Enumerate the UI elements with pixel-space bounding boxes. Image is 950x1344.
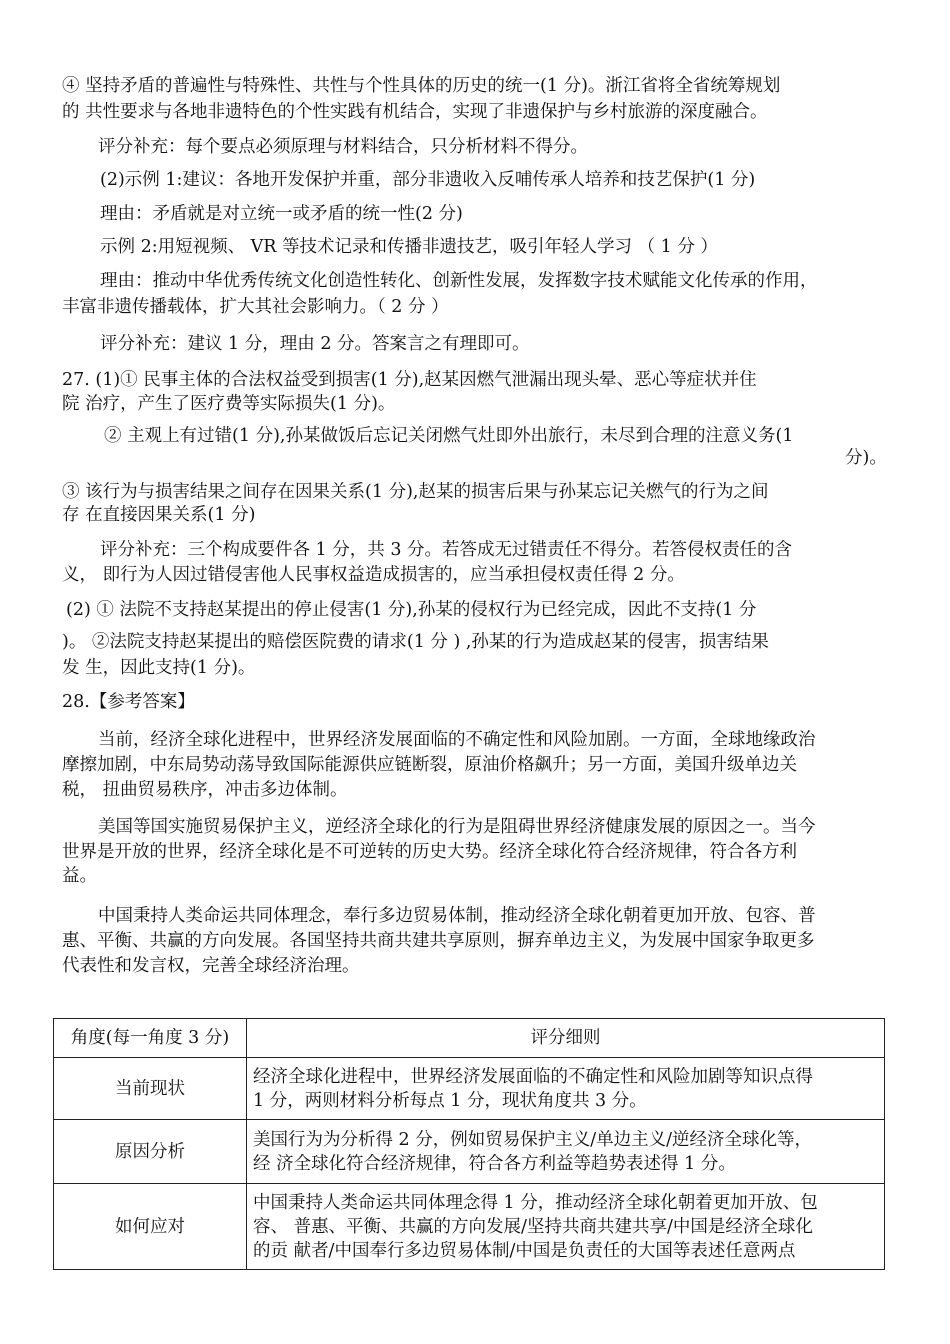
text-line: 存 在直接因果关系(1 分) (62, 505, 256, 525)
text-line: 评分补充：建议 1 分，理由 2 分。答案言之有理即可。 (100, 334, 530, 354)
rule-line: 中国秉持人类命运共同体理念得 1 分，推动经济全球化朝着更加开放、包 (253, 1192, 818, 1213)
text-line: 中国秉持人类命运共同体理念，奉行多边贸易体制，推动经济全球化朝着更加开放、包容、普 (98, 906, 816, 926)
text-line: 税， 扭曲贸易秩序，冲击多边体制。 (62, 780, 348, 800)
rule-line: 经济全球化进程中，世界经济发展面临的不确定性和风险加剧等知识点得 (253, 1066, 813, 1087)
text-line: ② 主观上有过错(1 分),孙某做饭后忘记关闭燃气灶即外出旅行，未尽到合理的注意义务(1 (104, 426, 794, 446)
text-line: 评分补充：每个要点必须原理与材料结合，只分析材料不得分。 (98, 137, 588, 157)
text-line: 的 共性要求与各地非遗特色的个性实践有机结合，实现了非遗保护与乡村旅游的深度融合。 (62, 102, 768, 122)
text-line: 益。 (62, 866, 97, 886)
rule-cell (247, 1120, 885, 1184)
rule-cell (247, 1184, 885, 1270)
text-line: 摩擦加剧，中东局势动荡导致国际能源供应链断裂，原油价格飙升；另一方面，美国升级单边关 (62, 755, 797, 775)
rule-line: 美国行为为分析得 2 分，例如贸易保护主义/单边主义/逆经济全球化等， (253, 1129, 813, 1150)
text-line: 院 治疗，产生了医疗费等实际损失(1 分)。 (62, 394, 396, 414)
rule-cell (247, 1058, 885, 1120)
angle-cell: 原因分析 (54, 1120, 247, 1184)
rule-line: 经 济全球化符合经济规律，符合各方利益等趋势表述得 1 分。 (253, 1153, 736, 1174)
header-rule: 评分细则 (247, 1019, 885, 1058)
table-header-row (54, 1019, 885, 1058)
angle-cell: 如何应对 (54, 1184, 247, 1270)
text-line: 丰富非遗传播载体，扩大其社会影响力。（ 2 分 ） (62, 297, 449, 317)
text-line: 惠、平衡、共赢的方向发展。各国坚持共商共建共享原则，摒弃单边主义，为发展中国家争取更多 (62, 931, 815, 951)
text-line: 义， 即行为人因过错侵害他人民事权益造成损害的，应当承担侵权责任得 2 分。 (62, 565, 685, 585)
rule-line: 的贡 献者/中国奉行多边贸易体制/中国是负责任的大国等表述任意两点 (253, 1240, 796, 1261)
text-line: ④ 坚持矛盾的普遍性与特殊性、共性与个性具体的历史的统一(1 分)。浙江省将全省统筹规划 (62, 76, 781, 96)
text-line: )。 ②法院支持赵某提出的赔偿医院费的请求(1 分 ) ,孙某的行为造成赵某的侵害，损害结果 (62, 632, 769, 652)
text-line: 分)。 (845, 448, 887, 468)
table-row (54, 1120, 885, 1184)
text-line: 美国等国实施贸易保护主义，逆经济全球化的行为是阻碍世界经济健康发展的原因之一。当今 (98, 817, 816, 837)
text-line: ③ 该行为与损害结果之间存在因果关系(1 分),赵某的损害后果与孙某忘记关燃气的行为之间 (62, 482, 769, 502)
text-line: (2) ① 法院不支持赵某提出的停止侵害(1 分),孙某的侵权行为已经完成，因此不支持(1 分 (66, 600, 757, 620)
question-27-heading: 27. (1)① 民事主体的合法权益受到损害(1 分),赵某因燃气泄漏出现头晕、恶心等症状并住 (62, 370, 757, 390)
text-line: 理由：矛盾就是对立统一或矛盾的统一性(2 分) (100, 204, 463, 224)
text-line: 评分补充：三个构成要件各 1 分，共 3 分。若答成无过错责任不得分。若答侵权责任的含 (100, 540, 793, 560)
text-line: 当前，经济全球化进程中，世界经济发展面临的不确定性和风险加剧。一方面，全球地缘政治 (98, 730, 816, 750)
question-28-heading: 28.【参考答案】 (62, 692, 195, 712)
rule-line: 容、 普惠、平衡、共赢的方向发展/坚持共商共建共享/中国是经济全球化 (253, 1216, 813, 1237)
table-row (54, 1184, 885, 1270)
rule-line: 1 分，两则材料分析每点 1 分，现状角度共 3 分。 (253, 1090, 647, 1111)
text-line: (2)示例 1:建议：各地开发保护并重，部分非遗收入反哺传承人培养和技艺保护(1 分) (100, 170, 756, 190)
text-line: 发 生，因此支持(1 分)。 (62, 658, 256, 678)
text-line: 示例 2:用短视频、 VR 等技术记录和传播非遗技艺，吸引年轻人学习 （ 1 分 ） (100, 237, 718, 257)
text-line: 代表性和发言权，完善全球经济治理。 (62, 956, 360, 976)
header-angle: 角度(每一角度 3 分) (54, 1019, 247, 1058)
angle-cell: 当前现状 (54, 1058, 247, 1120)
text-line: 世界是开放的世界，经济全球化是不可逆转的历史大势。经济全球化符合经济规律，符合各方利 (62, 842, 797, 862)
text-line: 理由：推动中华优秀传统文化创造性转化、创新性发展，发挥数字技术赋能文化传承的作用， (100, 271, 818, 291)
table-row (54, 1058, 885, 1120)
grading-table (53, 1018, 885, 1270)
